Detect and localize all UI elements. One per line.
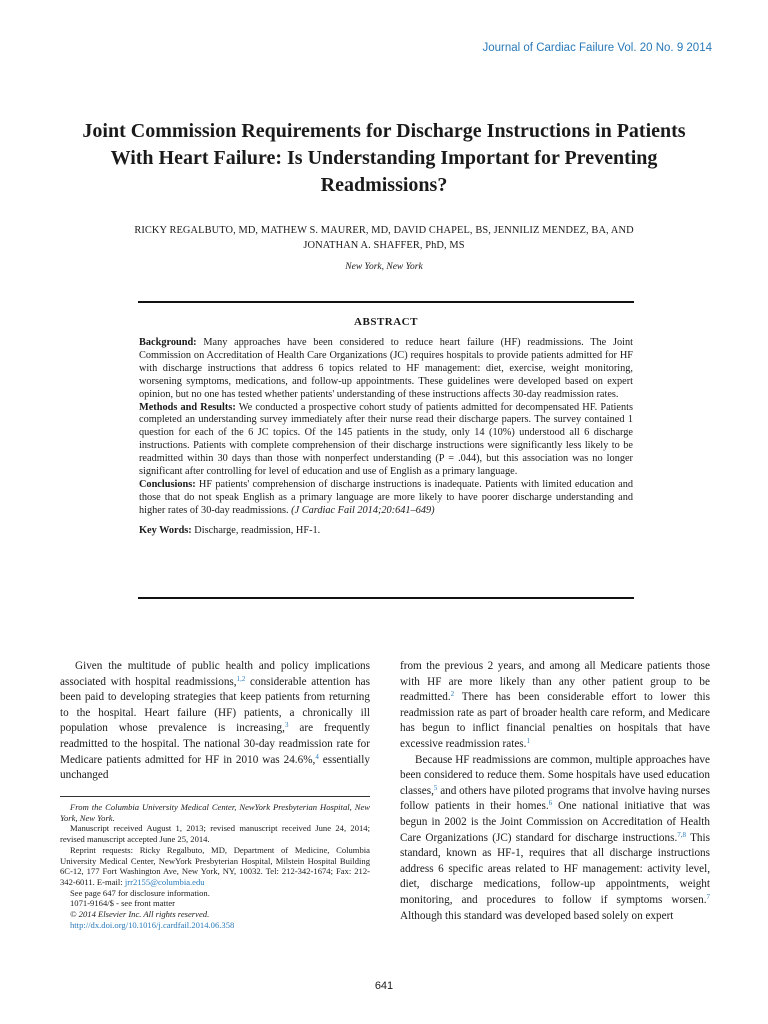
footnote-issn: 1071-9164/$ - see front matter bbox=[70, 898, 176, 909]
reference-link[interactable]: 2 bbox=[450, 690, 455, 699]
citation: (J Cardiac Fail 2014;20:641–649) bbox=[288, 504, 435, 516]
footnote-reprint bbox=[60, 845, 370, 888]
abstract-conclusions bbox=[139, 479, 633, 518]
reference-link[interactable]: 6 bbox=[548, 799, 553, 808]
reprint-text: Reprint requests: Ricky Regalbuto, MD, Department of Medicine, Columbia University Medical Center, NewYork Presbyterian Hospital, Milstein Hospital Building 6C-12, 177 Fort Washington Ave, New York, NY, 10032. Tel: 212-342-1674; Fax: 212-342-6011. E-mail: bbox=[60, 844, 370, 887]
body-text: There has been considerable effort to lower this readmission rate as part of broader health care reform, and Medicare has begun to inflict financial penalties on hospitals that have excessive readmission rates. bbox=[400, 691, 710, 750]
methods-label: Methods and Results: bbox=[139, 401, 236, 413]
authors-line-1: RICKY REGALBUTO, MD, MATHEW S. MAURER, MD, DAVID CHAPEL, BS, JENNILIZ MENDEZ, BA, AND bbox=[134, 225, 634, 236]
reference-link[interactable]: 3 bbox=[284, 721, 289, 730]
body-left-column bbox=[60, 659, 370, 784]
body-text: considerable attention has been paid to developing strategies that keep patients from returning to the hospital. Heart failure (HF) patients, a chronically ill population whose prevalence is increasing, bbox=[60, 675, 370, 735]
reference-link[interactable]: 1 bbox=[526, 736, 530, 745]
background-label: Background: bbox=[139, 337, 197, 348]
conclusions-label: Conclusions: bbox=[139, 478, 196, 490]
methods-text: We conducted a prospective cohort study of patients admitted for decompensated HF. Patients completed an understanding survey immediately after their nurse read their discharge papers. The survey contained 1 question for each of the 6 JC topics. Of the 145 patients in the study, only 14 (10%) understood all 6 discharge instructions. Patients with complete comprehension of their discharge instructions were significantly less likely to be readmitted within 30 days than those with nonperfect understanding (P = .044), but this association was no longer significant after controlling for level of education and use of English as a primary language. bbox=[139, 401, 633, 478]
body-text: One national initiative that was begun in 2002 is the Joint Commission on Accreditation of Health Care Organizations (JC) standard for discharge instructions. bbox=[400, 800, 710, 844]
doi-link[interactable]: http://dx.doi.org/10.1016/j.cardfail.2014.06.358 bbox=[70, 919, 235, 930]
abstract-top-rule bbox=[138, 301, 634, 303]
abstract-methods bbox=[139, 402, 633, 479]
reference-link[interactable]: 1,2 bbox=[236, 674, 246, 683]
background-text: Many approaches have been considered to reduce heart failure (HF) readmissions. The Joint Commission on Accreditation of Health Care Organizations (JC) requires hospitals to provide patients admitted for HF with discharge instructions that address 6 topics related to HF management: diet, exercise, weight monitoring, worsening symptoms, medications, and follow-up appointments. These guidelines were developed based on expert opinion, but no one has tested whether patients' understanding of these instructions affects 30-day readmission rates. bbox=[139, 337, 633, 400]
body-text: Although this standard was developed based solely on expert bbox=[400, 909, 674, 922]
author-list bbox=[90, 223, 678, 253]
email-link[interactable]: jrr2155@columbia.edu bbox=[124, 876, 205, 887]
reference-link[interactable]: 5 bbox=[433, 783, 438, 792]
conclusions-text: HF patients' comprehension of discharge instructions is inadequate. Patients with limited education and those that do not speak English as a primary language are more likely to have poorer discharge understanding and higher rates of 30-day readmissions. bbox=[139, 478, 633, 516]
footnote-rule bbox=[60, 796, 370, 797]
keywords-label: Key Words: bbox=[139, 524, 192, 536]
footnotes bbox=[60, 802, 370, 930]
reference-link[interactable]: 7,8 bbox=[677, 830, 687, 839]
affiliation: New York, New York bbox=[345, 262, 423, 272]
reference-link[interactable]: 7 bbox=[706, 892, 710, 901]
body-text: from the previous 2 years, and among all Medicare patients those with HF are more likely than any other patient group to be readmitted. bbox=[400, 660, 710, 704]
abstract-background bbox=[139, 337, 633, 402]
body-text: are frequently readmitted to the hospital. The national 30-day readmission rate for Medicare patients admitted for HF in 2010 was 24.6%, bbox=[60, 722, 370, 766]
abstract-bottom-rule bbox=[138, 597, 634, 599]
footnote-disclosure: See page 647 for disclosure information. bbox=[70, 887, 210, 898]
body-text: Because HF readmissions are common, multiple approaches have been considered to reduce them. Some hospitals have used education classes, bbox=[400, 753, 710, 797]
journal-header: Journal of Cardiac Failure Vol. 20 No. 9 2014 bbox=[482, 42, 712, 54]
footnote-affiliation: From the Columbia University Medical Center, NewYork Presbyterian Hospital, New York, New York. bbox=[60, 802, 370, 823]
authors-line-2: JONATHAN A. SHAFFER, PhD, MS bbox=[303, 240, 465, 251]
abstract-body bbox=[139, 337, 633, 538]
body-text: This standard, known as HF-1, requires that all discharge instructions address 6 specific areas related to HF management: activity level, diet, discharge medications, follow-up appointments, weight monitoring, and procedures to follow if symptoms worsen. bbox=[400, 831, 710, 906]
body-text: and others have piloted programs that involve having nurses follow patients in their homes. bbox=[400, 784, 710, 813]
article-title: Joint Commission Requirements for Discharge Instructions in Patients With Heart Failure: Is Understanding Important for Preventing Readmissions? bbox=[82, 120, 686, 196]
footnote-copyright: © 2014 Elsevier Inc. All rights reserved. bbox=[70, 909, 210, 920]
body-text: Given the multitude of public health and policy implications associated with hospital readmissions, bbox=[60, 660, 370, 688]
footnote-received: Manuscript received August 1, 2013; revised manuscript received June 24, 2014; revised manuscript accepted June 25, 2014. bbox=[60, 823, 370, 845]
abstract-keywords bbox=[139, 525, 633, 538]
body-paragraph bbox=[400, 753, 710, 925]
page-number: 641 bbox=[374, 980, 394, 992]
body-paragraph bbox=[400, 659, 710, 753]
reference-link[interactable]: 4 bbox=[315, 752, 319, 761]
body-text: essentially unchanged bbox=[60, 753, 370, 782]
body-right-column bbox=[400, 659, 710, 924]
body-paragraph bbox=[60, 659, 370, 784]
keywords-text: Discharge, readmission, HF-1. bbox=[191, 524, 321, 536]
abstract-heading: ABSTRACT bbox=[354, 316, 418, 328]
